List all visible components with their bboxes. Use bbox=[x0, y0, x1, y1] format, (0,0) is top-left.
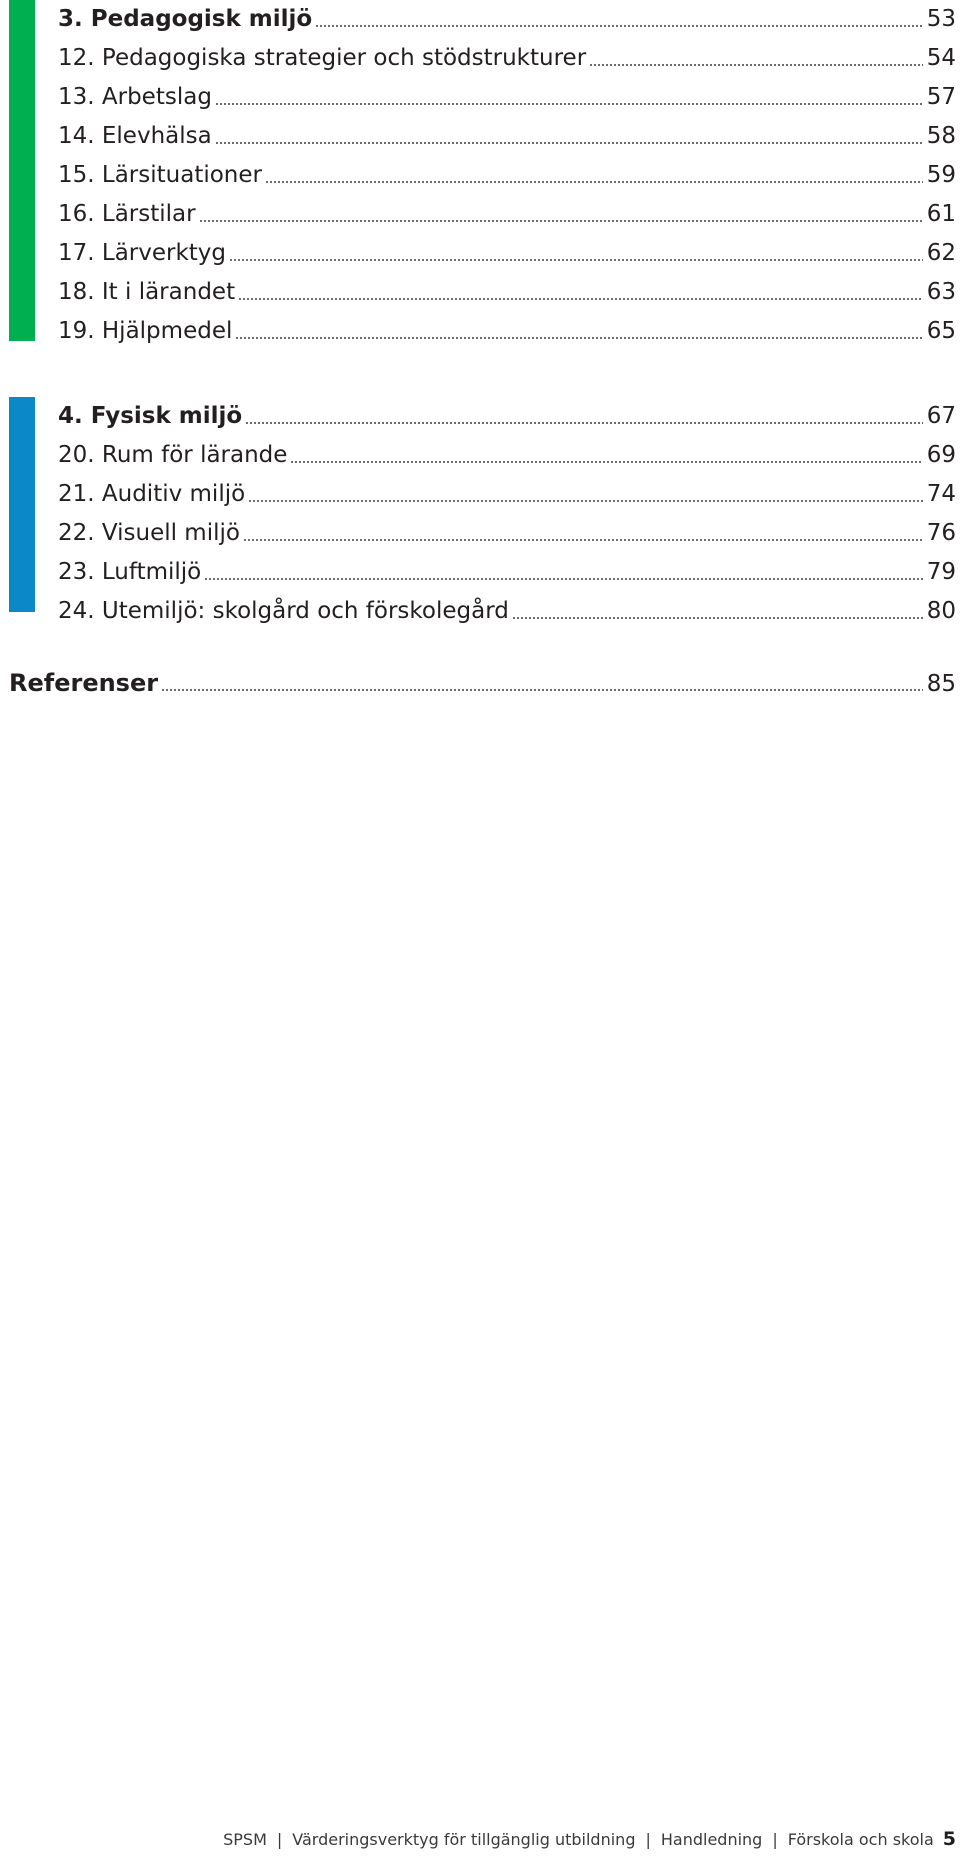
footer-type: Handledning bbox=[660, 1830, 763, 1849]
page-footer bbox=[223, 1828, 956, 1856]
toc-item[interactable] bbox=[58, 117, 956, 156]
toc-page-number: 58 bbox=[926, 123, 956, 149]
toc-entries bbox=[58, 397, 956, 631]
toc-item[interactable] bbox=[58, 514, 956, 553]
toc-entries bbox=[58, 0, 956, 351]
toc-references-title: Referenser bbox=[9, 669, 159, 697]
toc-item-title: 16. Lärstilar bbox=[58, 201, 196, 227]
toc-item[interactable] bbox=[58, 234, 956, 273]
toc-page-number: 85 bbox=[926, 671, 956, 697]
toc-item[interactable] bbox=[58, 195, 956, 234]
toc-page-number: 67 bbox=[926, 403, 956, 429]
dot-leader bbox=[248, 475, 923, 503]
toc-section-references bbox=[9, 664, 960, 704]
toc-item[interactable] bbox=[58, 436, 956, 475]
toc-page-number: 54 bbox=[926, 45, 956, 71]
toc-entries bbox=[9, 664, 956, 703]
dot-leader bbox=[315, 0, 923, 28]
section-color-bar-blue bbox=[9, 397, 35, 612]
toc-item-title: 19. Hjälpmedel bbox=[58, 318, 233, 344]
toc-section-pedagogisk-miljo bbox=[9, 0, 960, 344]
toc-heading-title: 4. Fysisk miljö bbox=[58, 403, 243, 429]
toc-item[interactable] bbox=[58, 156, 956, 195]
toc-page-number: 76 bbox=[926, 520, 956, 546]
dot-leader bbox=[215, 78, 923, 106]
toc-item-title: 17. Lärverktyg bbox=[58, 240, 227, 266]
toc-page-number: 80 bbox=[926, 598, 956, 624]
dot-leader bbox=[204, 553, 922, 581]
toc-heading[interactable] bbox=[58, 397, 956, 436]
toc-page-number: 59 bbox=[926, 162, 956, 188]
dot-leader bbox=[199, 195, 923, 223]
toc-item[interactable] bbox=[58, 592, 956, 631]
toc-page-number: 61 bbox=[926, 201, 956, 227]
toc-page-number: 62 bbox=[926, 240, 956, 266]
toc-references-entry[interactable] bbox=[9, 664, 956, 703]
footer-publication: Värderingsverktyg för tillgänglig utbildning bbox=[292, 1830, 636, 1849]
toc-heading[interactable] bbox=[58, 0, 956, 39]
dot-leader bbox=[229, 234, 923, 262]
dot-leader bbox=[245, 397, 923, 425]
section-color-bar-green bbox=[9, 0, 35, 341]
toc-page-number: 65 bbox=[926, 318, 956, 344]
toc-item-title: 24. Utemiljö: skolgård och förskolegård bbox=[58, 598, 509, 624]
dot-leader bbox=[290, 436, 922, 464]
dot-leader bbox=[215, 117, 923, 145]
toc-item-title: 23. Luftmiljö bbox=[58, 559, 202, 585]
toc-section-fysisk-miljo bbox=[9, 397, 960, 624]
toc-item-title: 22. Visuell miljö bbox=[58, 520, 240, 546]
toc-item-title: 21. Auditiv miljö bbox=[58, 481, 246, 507]
toc-item[interactable] bbox=[58, 39, 956, 78]
toc-page-number: 57 bbox=[926, 84, 956, 110]
toc-page-number: 69 bbox=[926, 442, 956, 468]
toc-heading-title: 3. Pedagogisk miljö bbox=[58, 6, 313, 32]
toc-page-number: 53 bbox=[926, 6, 956, 32]
toc-item-title: 12. Pedagogiska strategier och stödstrukturer bbox=[58, 45, 587, 71]
footer-separator: | bbox=[772, 1830, 778, 1849]
footer-audience: Förskola och skola bbox=[787, 1830, 934, 1849]
dot-leader bbox=[512, 592, 923, 620]
toc-item[interactable] bbox=[58, 78, 956, 117]
toc-item-title: 18. It i lärandet bbox=[58, 279, 236, 305]
footer-separator: | bbox=[276, 1830, 283, 1849]
footer-page-number: 5 bbox=[942, 1828, 956, 1850]
toc-item[interactable] bbox=[58, 273, 956, 312]
toc-item-title: 14. Elevhälsa bbox=[58, 123, 212, 149]
dot-leader bbox=[589, 39, 923, 67]
dot-leader bbox=[243, 514, 923, 542]
footer-org: SPSM bbox=[223, 1830, 267, 1849]
toc-item[interactable] bbox=[58, 553, 956, 592]
toc-item[interactable] bbox=[58, 312, 956, 351]
footer-separator: | bbox=[645, 1830, 651, 1849]
toc-page-number: 74 bbox=[926, 481, 956, 507]
dot-leader bbox=[238, 273, 923, 301]
dot-leader bbox=[161, 664, 923, 692]
toc-item-title: 15. Lärsituationer bbox=[58, 162, 262, 188]
toc-page-number: 63 bbox=[926, 279, 956, 305]
dot-leader bbox=[265, 156, 923, 184]
dot-leader bbox=[235, 312, 922, 340]
toc-item-title: 13. Arbetslag bbox=[58, 84, 212, 110]
toc-item-title: 20. Rum för lärande bbox=[58, 442, 288, 468]
toc-item[interactable] bbox=[58, 475, 956, 514]
toc-page-number: 79 bbox=[926, 559, 956, 585]
